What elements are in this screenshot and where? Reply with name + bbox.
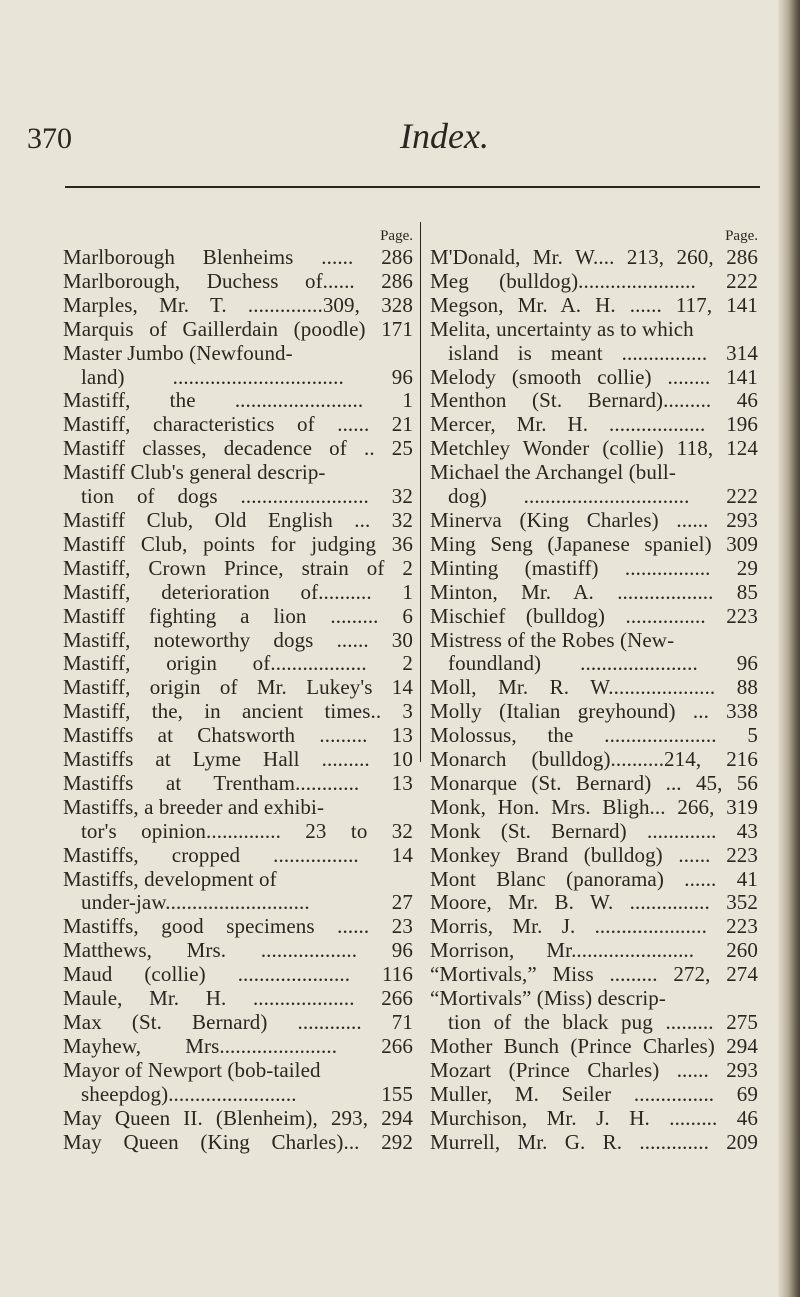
index-entry: Monk (St. Bernard) ............. 43	[430, 818, 758, 843]
index-entry: Mastiff, Crown Prince, strain of 2	[63, 555, 413, 580]
index-entry: foundland) ...................... 96	[448, 651, 758, 676]
index-entry: tion of the black pug ......... 275	[448, 1010, 758, 1034]
index-entry: Mastiffs, a breeder and exhibi-	[63, 794, 325, 819]
index-entry: Master Jumbo (Newfound-	[63, 340, 293, 365]
index-entry: Mastiffs, good specimens ...... 23	[63, 914, 413, 939]
index-entry: “Mortivals,” Miss ......... 272, 274	[430, 962, 758, 987]
index-entry: Mastiff, the ........................ 1	[63, 388, 413, 413]
index-entry: Mastiff, noteworthy dogs ...... 30	[63, 627, 413, 652]
index-entry: Mastiff, characteristics of ...... 21	[63, 412, 413, 437]
index-entry: Molossus, the ..................... 5	[430, 723, 758, 748]
index-entry: May Queen II. (Blenheim), 293, 294	[63, 1105, 413, 1130]
index-entry: M'Donald, Mr. W.... 213, 260, 286	[430, 245, 758, 269]
index-entry: Maud (collie) ..................... 116	[63, 962, 413, 987]
index-entry: Morris, Mr. J. ..................... 223	[430, 914, 758, 939]
index-entry: Mastiffs at Chatsworth ......... 13	[63, 723, 413, 748]
column-divider	[420, 222, 421, 762]
index-entry: Maule, Mr. H. ................... 266	[63, 986, 413, 1011]
index-entry: Monkey Brand (bulldog) ...... 223	[430, 842, 758, 867]
index-entry: Mastiff classes, decadence of .. 25	[63, 436, 413, 461]
index-entry: Marlborough Blenheims ...... 286	[63, 245, 413, 269]
index-entry: Murchison, Mr. J. H. ......... 46	[430, 1105, 758, 1130]
index-entry: island is meant ................ 314	[448, 340, 758, 365]
page-number: 370	[27, 122, 72, 155]
index-entry: Mastiffs, development of	[63, 866, 277, 891]
index-entry: Monk, Hon. Mrs. Bligh... 266, 319	[430, 794, 758, 819]
index-column-right	[430, 226, 758, 1154]
index-entry: under-jaw........................... 27	[81, 890, 413, 915]
index-entry: Mastiff Club, points for judging 36	[63, 531, 413, 556]
index-entry: Moll, Mr. R. W.................... 88	[430, 675, 758, 700]
index-entry: Mastiff, the, in ancient times.. 3	[63, 699, 413, 724]
index-entry: Mistress of the Robes (New-	[430, 627, 675, 652]
page-edge-shadow	[778, 0, 800, 1297]
index-entry: Molly (Italian greyhound) ... 338	[430, 699, 758, 724]
index-entry: Matthews, Mrs. .................. 96	[63, 938, 413, 963]
index-entry: Moore, Mr. B. W. ............... 352	[430, 890, 758, 915]
index-entry: Mastiff Club, Old English ... 32	[63, 507, 413, 532]
index-entry: Minerva (King Charles) ...... 293	[430, 507, 758, 532]
index-entry: Mother Bunch (Prince Charles) 294	[430, 1033, 758, 1058]
index-entry: Mozart (Prince Charles) ...... 293	[430, 1057, 758, 1082]
index-entry: Mastiff, origin of.................. 2	[63, 651, 413, 676]
index-entry: Muller, M. Seiler ............... 69	[430, 1081, 758, 1106]
index-entry: “Mortivals” (Miss) descrip-	[430, 986, 666, 1011]
index-entry: dog) ............................... 222	[448, 484, 758, 509]
index-entry: Minton, Mr. A. .................. 85	[430, 579, 758, 604]
index-entry: Marples, Mr. T. ..............309, 328	[63, 292, 413, 317]
index-entry: Mastiffs at Lyme Hall ......... 10	[63, 747, 413, 772]
index-entry: Monarch (bulldog)..........214, 216	[430, 747, 758, 772]
index-entry: Megson, Mr. A. H. ...... 117, 141	[430, 292, 758, 317]
index-entry: Monarque (St. Bernard) ... 45, 56	[430, 770, 758, 795]
index-entry: Mastiffs at Trentham............ 13	[63, 770, 413, 795]
index-entry: Mastiff fighting a lion ......... 6	[63, 603, 413, 628]
index-entry: Mastiffs, cropped ................ 14	[63, 842, 413, 867]
index-entry: Michael the Archangel (bull-	[430, 460, 676, 485]
index-entry: tion of dogs ........................ 32	[81, 484, 413, 509]
index-entry: Ming Seng (Japanese spaniel) 309	[430, 531, 758, 556]
running-title: Index.	[400, 116, 489, 156]
index-entry: Mont Blanc (panorama) ...... 41	[430, 866, 758, 891]
index-entry: Marquis of Gaillerdain (poodle) 171	[63, 316, 413, 341]
column-heading: Page.	[725, 228, 758, 244]
index-entry: Menthon (St. Bernard)......... 46	[430, 388, 758, 413]
index-entry: Murrell, Mr. G. R. ............. 209	[430, 1129, 758, 1154]
column-heading: Page.	[380, 228, 413, 244]
index-entry: Melita, uncertainty as to which	[430, 316, 694, 341]
index-entry: Minting (mastiff) ................ 29	[430, 555, 758, 580]
index-entry: Marlborough, Duchess of...... 286	[63, 268, 413, 293]
index-entry: Mayor of Newport (bob-tailed	[63, 1057, 321, 1082]
index-entry: Mayhew, Mrs...................... 266	[63, 1033, 413, 1058]
index-entry: sheepdog)........................ 155	[81, 1081, 413, 1106]
header-rule	[65, 186, 760, 188]
index-entry: Metchley Wonder (collie) 118, 124	[430, 436, 758, 461]
index-entry: Mercer, Mr. H. .................. 196	[430, 412, 758, 437]
index-entry: tor's opinion.............. 23 to 32	[81, 818, 413, 843]
index-entry: Melody (smooth collie) ........ 141	[430, 364, 758, 389]
index-entry: Max (St. Bernard) ............ 71	[63, 1010, 413, 1034]
index-column-left	[63, 226, 413, 1154]
index-entry: Mastiff, origin of Mr. Lukey's 14	[63, 675, 413, 700]
index-entry: Morrison, Mr....................... 260	[430, 938, 758, 963]
index-entry: Mischief (bulldog) ............... 223	[430, 603, 758, 628]
index-entry: Mastiff Club's general descrip-	[63, 460, 326, 485]
index-entry: Mastiff, deterioration of.......... 1	[63, 579, 413, 604]
index-entry: land) ................................ 96	[81, 364, 413, 389]
index-entry: Meg (bulldog)...................... 222	[430, 268, 758, 293]
index-entry: May Queen (King Charles)... 292	[63, 1129, 413, 1154]
